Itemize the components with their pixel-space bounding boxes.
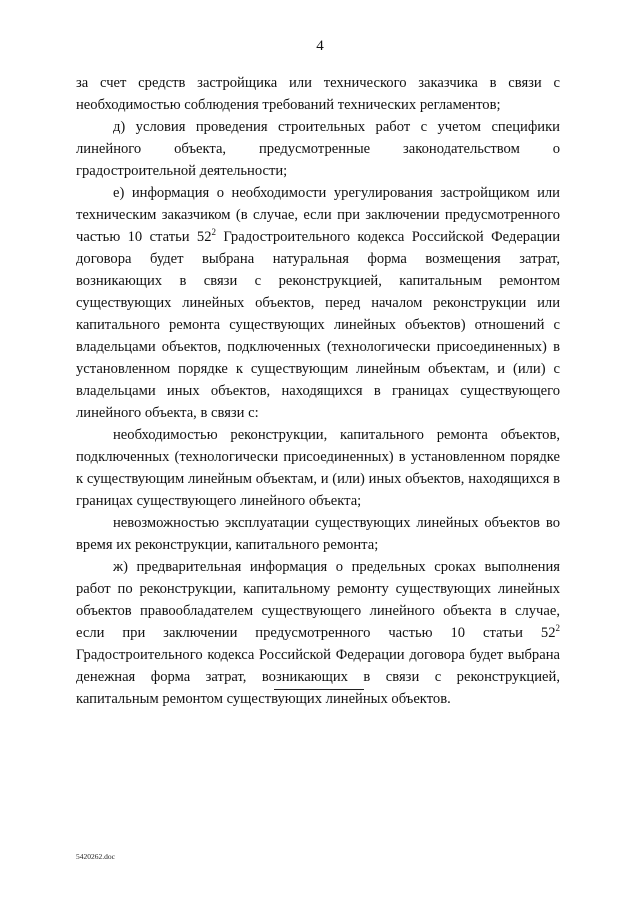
document-code: 5420262.doc	[76, 852, 115, 861]
paragraph-continuation: за счет средств застройщика или технического заказчика в связи с необходимостью соблюдения требований технических регламентов;	[76, 75, 560, 113]
page-number: 4	[316, 38, 324, 54]
paragraph-item-zh-text-start: ж) предварительная информация о предельных сроках выполнения работ по реконструкции, капитальному ремонту существующих линейных объектов правообладателем существующего линейного объекта в случае, если при заключении предусмотренного частью 10 статьи 52	[76, 559, 560, 641]
paragraph-item-e	[76, 182, 560, 424]
paragraph-item-e-text-start: е) информация о необходимости урегулирования застройщиком или техническим заказчиком (в случае, если при заключении предусмотренного частью 10 статьи 52	[76, 185, 560, 245]
paragraph-reconstruction-need: необходимостью реконструкции, капитального ремонта объектов, подключенных (технологически присоединенных) в установленном порядке к существующим линейным объектам, и (или) иных объектов, находящихся в границах существующего линейного объекта;	[76, 427, 560, 509]
paragraph-item-zh	[76, 556, 560, 710]
article-superscript: 2	[555, 623, 560, 633]
paragraph-operation-impossibility: невозможностью эксплуатации существующих линейных объектов во время их реконструкции, капитального ремонта;	[76, 515, 560, 553]
paragraph-item-zh-text-end: Градостроительного кодекса Российской Федерации договора будет выбрана денежная форма затрат, возникающих в связи с реконструкцией, капитальным ремонтом существующих линейных объектов.	[76, 647, 560, 707]
document-body	[76, 72, 560, 710]
paragraph-item-d: д) условия проведения строительных работ с учетом специфики линейного объекта, предусмотренные законодательством о градостроительной деятельности;	[76, 119, 560, 179]
end-of-text-rule	[274, 689, 364, 690]
paragraph-item-e-text-end: Градостроительного кодекса Российской Федерации договора будет выбрана натуральная форма возмещения затрат, возникающих в связи с реконструкцией, капитальным ремонтом существующих линейных объектов, перед началом реконструкции или капитального ремонта существующих линейных объектов) отношений с владельцами объектов, подключенных (технологически присоединенных) в установленном порядке к существующим линейным объектам, и (или) с владельцами иных объектов, находящихся в границах существующего линейного объекта, в связи с:	[76, 229, 560, 421]
article-superscript: 2	[211, 227, 217, 237]
